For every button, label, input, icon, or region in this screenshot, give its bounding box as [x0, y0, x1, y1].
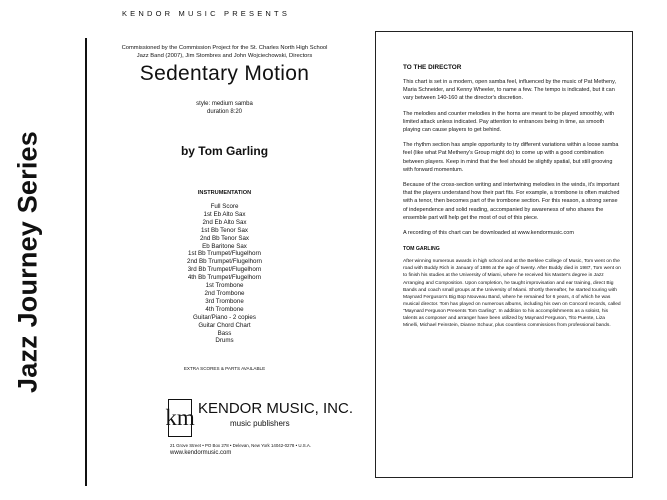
publisher-logo [165, 398, 354, 460]
publisher-website: www.kendormusic.com [170, 450, 232, 456]
instrument-item: 3rd Bb Trumpet/Flugelhorn [187, 266, 262, 274]
commission-line-2: Jazz Band (2007), Jim Stombres and John Wojciechowski, Directors [136, 52, 313, 59]
series-title: Jazz Journey Series [12, 131, 43, 393]
instrument-item: 4th Trombone [205, 305, 244, 313]
instrument-item: Guitar Chord Chart [198, 321, 251, 329]
instrument-item: 2nd Eb Alto Sax [202, 218, 247, 226]
director-notes [403, 64, 621, 329]
instrument-item: Drums [215, 337, 234, 345]
publisher-subtitle: music publishers [230, 419, 290, 428]
instrument-item: 1st Eb Alto Sax [203, 210, 246, 218]
publisher-heading: KENDOR MUSIC PRESENTS [121, 9, 291, 18]
director-paragraph: The rhythm section has ample opportunity to try different variations within a loose samba feel (like what Pat Metheny's Group might do) to come up with a good combination between players. Keep in mind that the feel should be slightly spatial, but still grooving with forward momentum. [403, 142, 619, 173]
instrument-item: Eb Baritone Sax [202, 242, 247, 250]
instrument-item: 2nd Bb Trumpet/Flugelhorn [187, 258, 262, 266]
instrument-item: 4th Bb Trumpet/Flugelhorn [187, 274, 262, 282]
instrument-item: 1st Bb Tenor Sax [200, 226, 248, 234]
instrument-item: 1st Bb Trumpet/Flugelhorn [188, 250, 261, 258]
piece-title: Sedentary Motion [139, 62, 310, 85]
director-paragraph: This chart is set in a modern, open samba feel, influenced by the music of Pat Metheny, Maria Schneider, and Kenny Wheeler, to name a few. The tempo is indicated, but it can vary between 140-160 at the director's discretion. [403, 79, 616, 102]
instrument-item: 2nd Bb Tenor Sax [199, 234, 250, 242]
composer-bio: After winning numerous awards in high school and at the Berklee College of Music, Tom went on the road with Buddy Rich in January of 1986 at the age of twenty. After Buddy died in 1987, Tom went on to finish his studies at the University of Miami, where he received his Master's degree in Jazz Arranging and Composition. Upon completion, he taught improvisation and ear training, direct Big Bands and coach small groups at the University of Miami. Shortly thereafter, he started touring with Maynard Ferguson's Big Bop Nouveau Band, where he remained for 6 years, 4 of which he was musical director. Tom has played on numerous albums, including his own on Concord records, called "Maynard Ferguson Presents Tom Garling". In addition to his accomplishments as a soloist, his talents as composer and arranger have been utilized by Maynard Ferguson, Tito Puente, Liza Minelli, Michael Feinstein, Dianne Schuur, plus countless commissions from professional bands. [403, 259, 621, 329]
publisher-address: 21 Grove Street • PO Box 278 • Delevan, New York 14042-0278 • U.S.A. [170, 443, 312, 448]
director-paragraph: The melodies and counter melodies in the horns are meant to be played smoothly, with limited attack unless indicated. Pay attention to entrances being in time, as smooth playing can cause players to get behind. [403, 110, 615, 134]
director-notes-page [375, 31, 633, 478]
instrument-item: 2nd Trombone [204, 289, 245, 297]
km-logo-mark: km [168, 399, 192, 437]
piece-style: style: medium samba [196, 101, 253, 107]
extras-note: EXTRA SCORES & PARTS AVAILABLE [183, 366, 266, 371]
bio-heading: TOM GARLING [403, 246, 440, 253]
director-heading: TO THE DIRECTOR [403, 64, 462, 71]
publisher-name: KENDOR MUSIC, INC. [198, 400, 354, 417]
commission-note [86, 45, 363, 60]
composer: by Tom Garling [180, 144, 269, 158]
download-note: A recording of this chart can be downloaded at www.kendormusic.com [403, 230, 574, 237]
instrument-item: 3rd Trombone [205, 297, 244, 305]
instrumentation-heading: INSTRUMENTATION [197, 190, 252, 196]
instrument-item: Full Score [210, 203, 239, 210]
commission-line-1: Commissioned by the Commission Project for the St. Charles North High School [121, 45, 328, 51]
director-paragraph: Because of the cross-section writing and intertwining melodies in the winds, it's important that the players understand how their part fits. For example, a trombone is often matched with a tenor, then becomes part of the trombone section. For this reason, a strong sense of independence and solid reading, accompanied by awareness of who shares the ensemble part will help get the most of out of this piece. [403, 182, 620, 221]
instrument-item: Bass [217, 329, 232, 337]
piece-details [86, 100, 363, 116]
instrument-item: 1st Trombone [205, 282, 244, 290]
instrument-item: Guitar/Piano - 2 copies [193, 313, 256, 321]
instrumentation-list [86, 203, 363, 345]
piece-duration: duration 8:20 [206, 109, 243, 115]
